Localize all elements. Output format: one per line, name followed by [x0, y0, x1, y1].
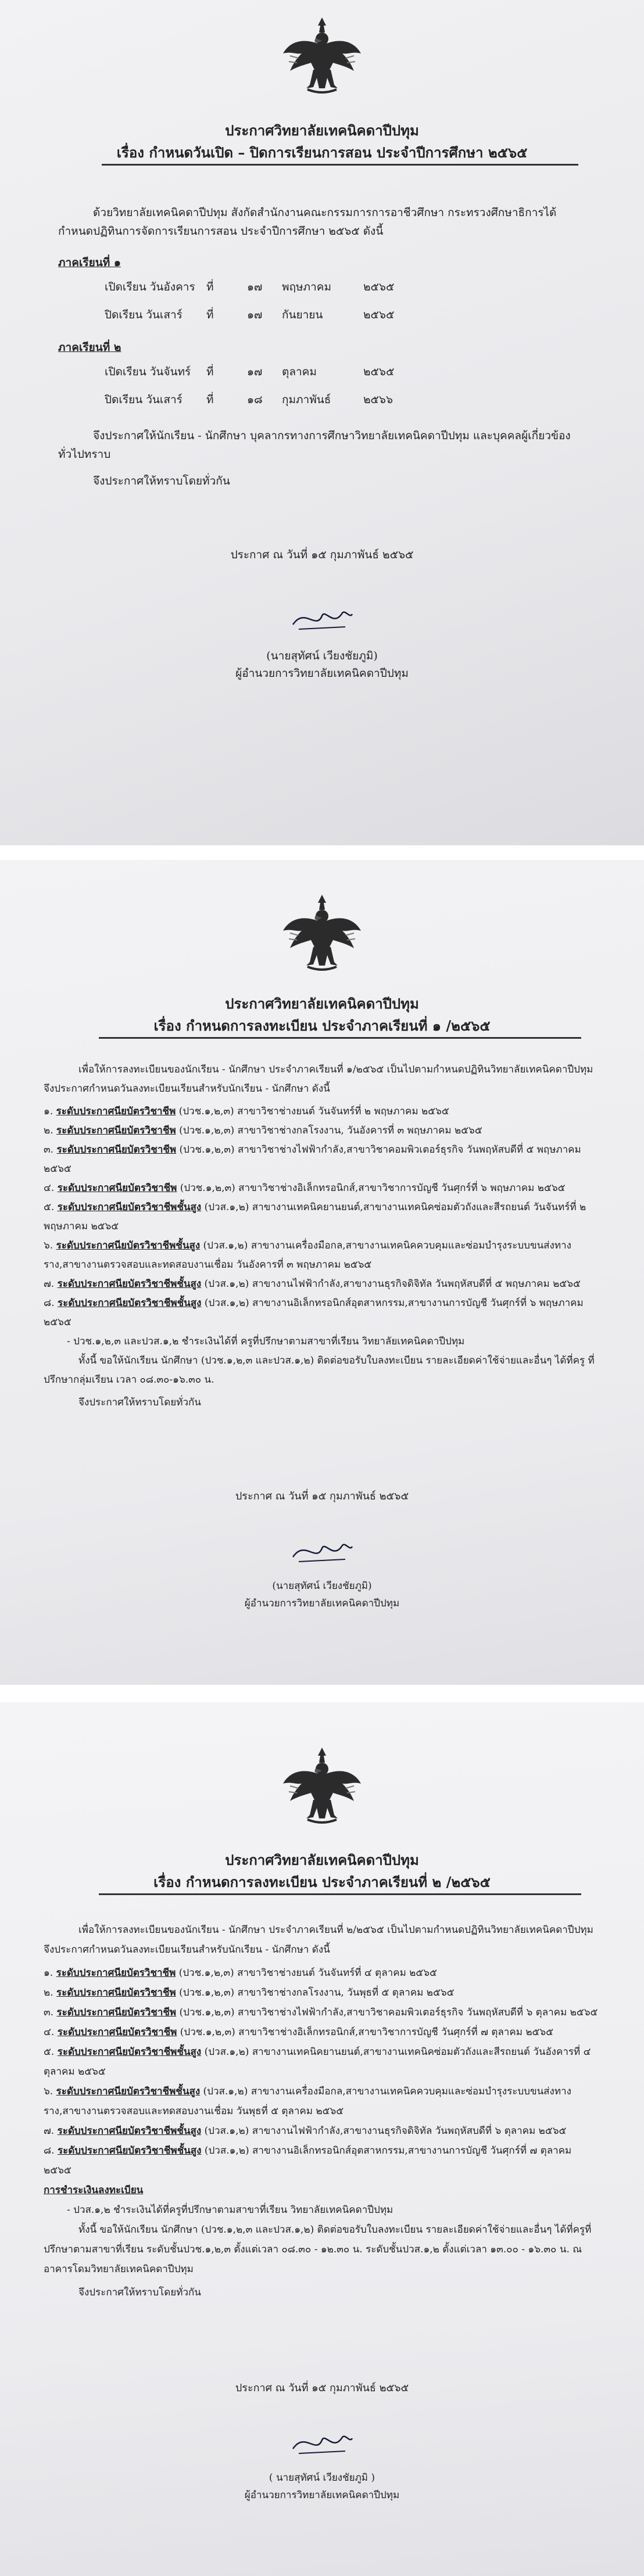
garuda-emblem-icon — [278, 1743, 366, 1830]
list-item: ๖. ระดับประกาศนียบัตรวิชาชีพชั้นสูง (ปวส.๑,๒) สาขางานเครื่องมือกล,สาขางานเทคนิคควบคุมและซ่อมบำรุงระบบขนส่งทางราง,สาขางานตรวจสอบและทดสอบงานเชื่อม วันอังคารที่ ๓ พฤษภาคม ๒๕๖๕ — [44, 1240, 571, 1271]
signer-name: (นายสุทัศน์ เวียงชัยภูมิ) — [266, 650, 378, 662]
date-row: ปิดเรียน วันเสาร์ ที่ ๑๗ กันยายน ๒๕๖๕ — [105, 308, 395, 321]
signer-name: (นายสุทัศน์ เวียงชัยภูมิ) — [272, 1580, 372, 1592]
list-item: ๗. ระดับประกาศนียบัตรวิชาชีพชั้นสูง (ปวส.๑,๒) สาขางานไฟฟ้ากำลัง,สาขางานธุรกิจดิจิทัล วันพฤหัสบดีที่ ๕ พฤษภาคม ๒๕๖๕ — [44, 1278, 581, 1290]
announce-line: จึงประกาศให้ทราบโดยทั่วกัน — [78, 1397, 201, 1408]
payment-note: - ปวช.๑,๒,๓ และปวส.๑,๒ ชำระเงินได้ที่ ครูที่ปรึกษาตามสาขาที่เรียน วิทยาลัยเทคนิคดาปีปทุม — [67, 1336, 465, 1347]
list-item: ๕. ระดับประกาศนียบัตรวิชาชีพชั้นสูง (ปวส.๑,๒) สาขางานเทคนิคยานยนต์,สาขางานเทคนิคซ่อมตัวถังและสีรถยนต์ วันจันทร์ที่ ๒ พฤษภาคม ๒๕๖๕ — [44, 1201, 586, 1232]
semester-1-heading: ภาคเรียนที่ ๑ — [58, 256, 121, 269]
subject-line: เรื่อง กำหนดวันเปิด – ปิดการเรียนการสอน ประจำปีการศึกษา ๒๕๖๕ — [116, 144, 528, 161]
page-title: ประกาศวิทยาลัยเทคนิคดาปีปทุม — [225, 1852, 419, 1868]
notice-paragraph: จึงประกาศให้นักเรียน - นักศึกษา บุคลากรทางการศึกษาวิทยาลัยเทคนิคดาปีปทุม และบุคคลผู้เกี่ยวข้องทั่วไปทราบ — [58, 429, 571, 461]
intro-paragraph: ด้วยวิทยาลัยเทคนิคดาปีปทุม สังกัดสำนักงานคณะกรรมการการอาชีวศึกษา กระทรวงศึกษาธิการได้กำหนดปฏิทินการจัดการเรียนการสอน ประจำปีการศึกษา ๒๕๖๕ ดังนี้ — [58, 206, 557, 238]
signer-title: ผู้อำนวยการวิทยาลัยเทคนิคดาปีปทุม — [244, 1598, 400, 1609]
date-row: เปิดเรียน วันจันทร์ ที่ ๑๗ ตุลาคม ๒๕๖๕ — [105, 365, 395, 378]
signer-title: ผู้อำนวยการวิทยาลัยเทคนิคดาปีปทุม — [235, 667, 409, 680]
payment-heading: การชำระเงินลงทะเบียน — [44, 2184, 144, 2196]
handwritten-signature — [0, 2426, 644, 2466]
garuda-emblem-icon — [278, 13, 366, 100]
announcement-sheet-2 — [0, 860, 644, 1685]
list-item: ๑. ระดับประกาศนียบัตรวิชาชีพ (ปวช.๑,๒,๓) สาขาวิชาช่างยนต์ วันจันทร์ที่ ๔ ตุลาคม ๒๕๖๕ — [44, 1967, 437, 1979]
announcement-date: ประกาศ ณ วันที่ ๑๕ กุมภาพันธ์ ๒๕๖๕ — [235, 1490, 409, 1502]
subject-line: เรื่อง กำหนดการลงทะเบียน ประจำภาคเรียนที่ ๑ /๒๕๖๕ — [153, 1017, 491, 1034]
signature-icon — [287, 2426, 357, 2460]
semester-1-dates — [105, 278, 587, 333]
garuda-emblem-icon — [278, 890, 366, 977]
announcement-sheet-3 — [0, 1702, 644, 2576]
payment-note: - ปวส.๑,๒ ชำระเงินได้ที่ครูที่ปรึกษาตามสาขาที่เรียน วิทยาลัยเทคนิคดาปีปทุม — [67, 2204, 393, 2216]
announce-line: จึงประกาศให้ทราบโดยทั่วกัน — [93, 475, 230, 487]
list-item: ๑. ระดับประกาศนียบัตรวิชาชีพ (ปวช.๑,๒,๓) สาขาวิชาช่างยนต์ วันจันทร์ที่ ๒ พฤษภาคม ๒๕๖๕ — [44, 1106, 449, 1117]
announcement-sheet-1 — [0, 0, 644, 845]
list-item: ๖. ระดับประกาศนียบัตรวิชาชีพชั้นสูง (ปวส.๑,๒) สาขางานเครื่องมือกล,สาขางานเทคนิคควบคุมและซ่อมบำรุงระบบขนส่งทางราง,สาขางานตรวจสอบและทดสอบงานเชื่อม วันพุธที่ ๕ ตุลาคม ๒๕๖๕ — [44, 2086, 571, 2117]
title-divider — [102, 164, 578, 166]
page-title: ประกาศวิทยาลัยเทคนิคดาปีปทุม — [225, 995, 419, 1012]
announcement-date: ประกาศ ณ วันที่ ๑๕ กุมภาพันธ์ ๒๕๖๕ — [235, 2382, 409, 2394]
date-row: เปิดเรียน วันอังคาร ที่ ๑๗ พฤษภาคม ๒๕๖๕ — [105, 281, 395, 293]
announcement-date: ประกาศ ณ วันที่ ๑๕ กุมภาพันธ์ ๒๕๖๕ — [230, 548, 414, 561]
document-body — [44, 1060, 599, 1416]
semester-2-heading: ภาคเรียนที่ ๒ — [58, 341, 121, 354]
list-item: ๘. ระดับประกาศนียบัตรวิชาชีพชั้นสูง (ปวส.๑,๒) สาขางานอิเล็กทรอนิกส์อุตสาหกรรม,สาขางานการบัญชี วันศุกร์ที่ ๖ พฤษภาคม ๒๕๖๕ — [44, 1297, 584, 1328]
subject-line: เรื่อง กำหนดการลงทะเบียน ประจำภาคเรียนที่ ๒ /๒๕๖๕ — [153, 1874, 491, 1890]
signer-title: ผู้อำนวยการวิทยาลัยเทคนิคดาปีปทุม — [244, 2489, 400, 2501]
list-item: ๘. ระดับประกาศนียบัตรวิชาชีพชั้นสูง (ปวส.๑,๒) สาขางานอิเล็กทรอนิกส์อุตสาหกรรม,สาขางานการบัญชี วันศุกร์ที่ ๗ ตุลาคม ๒๕๖๕ — [44, 2145, 572, 2176]
title-divider — [99, 1893, 581, 1895]
list-item: ๒. ระดับประกาศนียบัตรวิชาชีพ (ปวช.๑,๒,๓) สาขาวิชาช่างกลโรงงาน, วันพุธที่ ๕ ตุลาคม ๒๕๖๕ — [44, 1987, 455, 1999]
title-divider — [99, 1037, 581, 1039]
intro-paragraph: เพื่อให้การลงทะเบียนของนักเรียน - นักศึกษา ประจำภาคเรียนที่ ๑/๒๕๖๕ เป็นไปตามกำหนดปฏิทินวิทยาลัยเทคนิคดาปีปทุม จึงประกาศกำหนดวันลงทะเบียนเรียนสำหรับนักเรียน - นักศึกษา ดังนี้ — [44, 1064, 593, 1095]
list-item: ๔. ระดับประกาศนียบัตรวิชาชีพ (ปวช.๑,๒,๓) สาขาวิชาช่างอิเล็กทรอนิกส์,สาขาวิชาการบัญชี วันศุกร์ที่ ๖ พฤษภาคม ๒๕๖๕ — [44, 1182, 566, 1194]
signer-name: ( นายสุทัศน์ เวียงชัยภูมิ ) — [269, 2472, 375, 2484]
list-item: ๓. ระดับประกาศนียบัตรวิชาชีพ (ปวช.๑,๒,๓) สาขาวิชาช่างไฟฟ้ากำลัง,สาขาวิชาคอมพิวเตอร์ธุรกิจ วันพฤหัสบดีที่ ๖ ตุลาคม ๒๕๖๕ — [44, 2007, 598, 2018]
signature-icon — [287, 601, 357, 636]
document-body — [58, 203, 587, 494]
contact-paragraph: ทั้งนี้ ขอให้นักเรียน นักศึกษา (ปวช.๑,๒,๓ และปวส.๑,๒) ติดต่อขอรับใบลงทะเบียน รายละเอียดค่าใช้จ่ายและอื่นๆ ได้ที่ครูที่ปรึกษาตามสาขาที่เรียน ระดับชั้นปวช.๑,๒,๓ ตั้งแต่เวลา ๐๘.๓๐ - ๑๒.๓๐ น. ระดับชั้นปวส.๑,๒ ตั้งแต่เวลา ๑๓.๐๐ - ๑๖.๓๐ น. ณ อาคารโดมวิทยาลัยเทคนิคดาปีปทุม — [44, 2224, 592, 2275]
date-row: ปิดเรียน วันเสาร์ ที่ ๑๘ กุมภาพันธ์ ๒๕๖๖ — [105, 393, 393, 406]
page-title: ประกาศวิทยาลัยเทคนิคดาปีปทุม — [225, 122, 419, 139]
handwritten-signature — [0, 601, 644, 641]
document-body — [44, 1920, 602, 2306]
signature-icon — [287, 1534, 357, 1569]
list-item: ๒. ระดับประกาศนียบัตรวิชาชีพ (ปวช.๑,๒,๓) สาขาวิชาช่างกลโรงงาน, วันอังคารที่ ๓ พฤษภาคม ๒๕๖๕ — [44, 1125, 482, 1136]
semester-2-dates — [105, 363, 587, 418]
announce-line: จึงประกาศให้ทราบโดยทั่วกัน — [78, 2287, 201, 2298]
list-item: ๔. ระดับประกาศนียบัตรวิชาชีพ (ปวช.๑,๒,๓) สาขาวิชาช่างอิเล็กทรอนิกส์,สาขาวิชาการบัญชี วันศุกร์ที่ ๗ ตุลาคม ๒๕๖๕ — [44, 2026, 554, 2038]
signature-block — [0, 1534, 644, 1612]
list-item: ๕. ระดับประกาศนียบัตรวิชาชีพชั้นสูง (ปวส.๑,๒) สาขางานเทคนิคยานยนต์,สาขางานเทคนิคซ่อมตัวถังและสีรถยนต์ วันอังคารที่ ๔ ตุลาคม ๒๕๖๕ — [44, 2046, 591, 2078]
signature-block — [0, 2426, 644, 2504]
intro-paragraph: เพื่อให้การลงทะเบียนของนักเรียน - นักศึกษา ประจำภาคเรียนที่ ๒/๒๕๖๕ เป็นไปตามกำหนดปฏิทินวิทยาลัยเทคนิคดาปีปทุม จึงประกาศกำหนดวันลงทะเบียนเรียนสำหรับนักเรียน - นักศึกษา ดังนี้ — [44, 1924, 593, 1956]
signature-block — [0, 601, 644, 682]
handwritten-signature — [0, 1534, 644, 1574]
list-item: ๗. ระดับประกาศนียบัตรวิชาชีพชั้นสูง (ปวส.๑,๒) สาขางานไฟฟ้ากำลัง,สาขางานธุรกิจดิจิทัล วันพฤหัสบดีที่ ๖ ตุลาคม ๒๕๖๕ — [44, 2125, 567, 2137]
contact-paragraph: ทั้งนี้ ขอให้นักเรียน นักศึกษา (ปวช.๑,๒,๓ และปวส.๑,๒) ติดต่อขอรับใบลงทะเบียน รายละเอียดค่าใช้จ่ายและอื่นๆ ได้ที่ครู ที่ปรึกษากลุ่มเรียน เวลา ๐๘.๓๐-๑๖.๓๐ น. — [44, 1355, 595, 1386]
list-item: ๓. ระดับประกาศนียบัตรวิชาชีพ (ปวช.๑,๒,๓) สาขาวิชาช่างไฟฟ้ากำลัง,สาขาวิชาคอมพิวเตอร์ธุรกิจ วันพฤหัสบดีที่ ๕ พฤษภาคม ๒๕๖๕ — [44, 1144, 581, 1175]
